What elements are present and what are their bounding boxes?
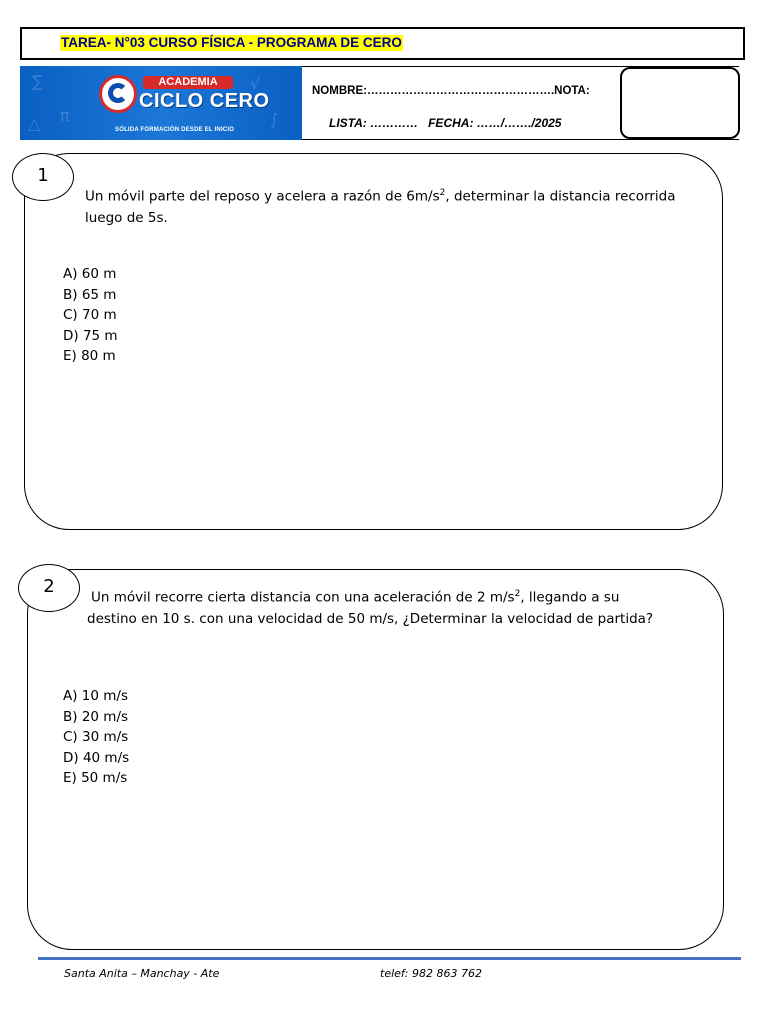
option-d[interactable]: D) 40 m/s (63, 749, 130, 766)
header-title-box (20, 27, 745, 60)
decorative-glyph: ∫ (270, 110, 279, 129)
decorative-glyph: π (60, 106, 70, 125)
option-e[interactable]: E) 50 m/s (63, 770, 128, 786)
decorative-glyph: √ (250, 74, 261, 93)
option-c[interactable]: C) 30 m/s (63, 729, 129, 745)
question-2-number: 2 (18, 564, 80, 612)
question-1-options (63, 264, 118, 367)
nota-box[interactable] (620, 67, 740, 139)
nombre-nota-label: NOMBRE:………………………………………….NOTA: (312, 85, 590, 97)
logo-emblem-icon (99, 75, 137, 113)
footer-address: Santa Anita – Manchay - Ate (64, 967, 220, 980)
logo-name-text: CICLO CERO (139, 90, 270, 112)
option-a[interactable]: A) 10 m/s (63, 688, 128, 704)
question-1-number: 1 (12, 153, 74, 201)
question-1-text: Un móvil parte del reposo y acelera a razón de $6m/s^2$, determinar la distancia recorrida luego de 5s. (85, 188, 676, 226)
option-e[interactable]: E) 80 m (63, 348, 116, 364)
option-b[interactable]: B) 65 m (63, 286, 117, 303)
footer-divider (38, 957, 741, 960)
option-d[interactable]: D) 75 m (63, 327, 118, 344)
decorative-glyph: △ (28, 114, 41, 133)
option-b[interactable]: B) 20 m/s (63, 708, 129, 725)
logo-slogan-text: SÓLIDA FORMACIÓN DESDE EL INICIO (115, 127, 235, 133)
decorative-glyph: ∑ (32, 72, 43, 91)
logo-academia-text: ACADEMIA (143, 76, 233, 89)
question-2-text: Un móvil recorre cierta distancia con una aceleración de 2 $m/s^2$, llegando a su destino en 10 s. con una velocidad de 50 m/s, ¿Determinar la velocidad de partida? (87, 589, 654, 627)
page-title: TAREA- N°03 CURSO FÍSICA - PROGRAMA DE CERO (61, 35, 402, 50)
academy-logo (20, 66, 302, 140)
lista-fecha-label: LISTA: ………… FECHA: ……/……./2025 (329, 116, 562, 130)
option-a[interactable]: A) 60 m (63, 266, 117, 282)
question-2-options (63, 686, 129, 789)
footer-phone: telef: 982 863 762 (380, 967, 482, 980)
option-c[interactable]: C) 70 m (63, 307, 117, 323)
